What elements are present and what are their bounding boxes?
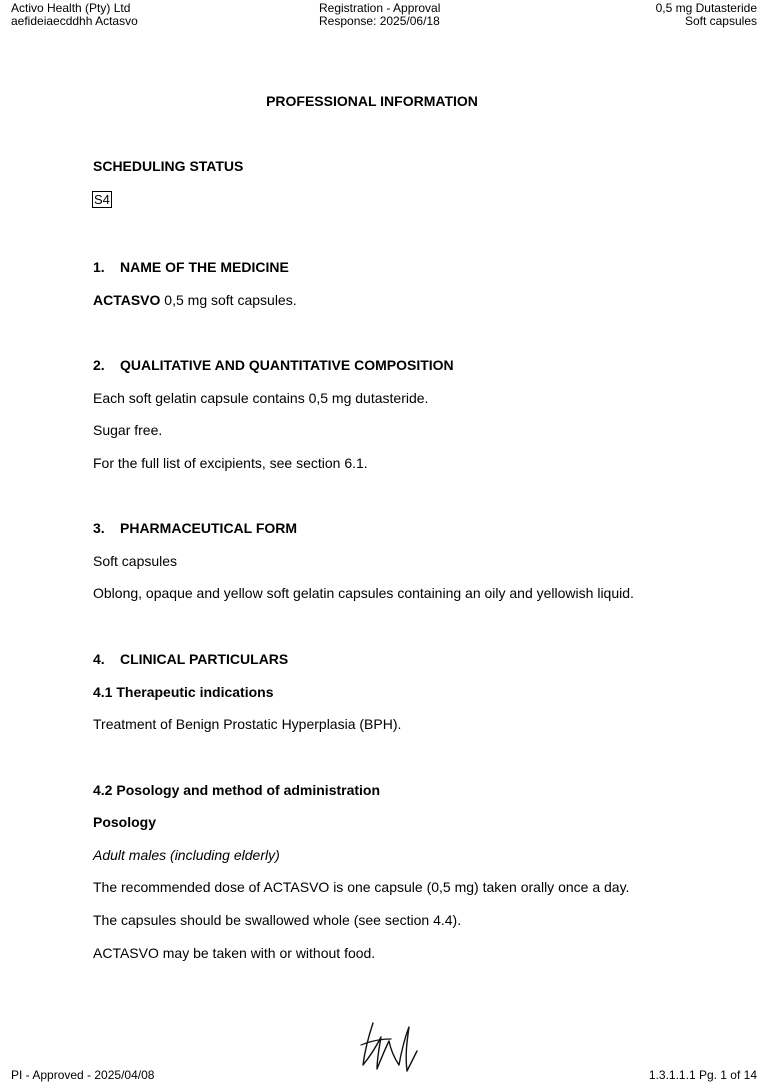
- indications-paragraph: Treatment of Benign Prostatic Hyperplasia (BPH).: [93, 716, 402, 732]
- header-right: [656, 2, 757, 28]
- document-code: aefideiaecddhh Actasvo: [11, 14, 138, 28]
- product-strength: 0,5 mg Dutasteride: [655, 1, 757, 15]
- posology-heading: Posology: [93, 814, 157, 830]
- subsection-4-1-heading: 4.1 Therapeutic indications: [93, 684, 274, 700]
- composition-paragraph: Each soft gelatin capsule contains 0,5 mg dutasteride.: [93, 390, 429, 406]
- section-4-number: 4.: [93, 651, 105, 667]
- form-paragraph: Soft capsules: [93, 553, 178, 569]
- section-4-title: CLINICAL PARTICULARS: [120, 651, 289, 667]
- registration-status: Registration - Approval: [319, 1, 441, 15]
- section-2-number: 2.: [93, 357, 105, 373]
- dose-paragraph: The recommended dose of ACTASVO is one capsule (0,5 mg) taken orally once a day.: [93, 879, 630, 895]
- footer-page-number: 1.3.1.1.1 Pg. 1 of 14: [648, 1068, 757, 1082]
- capsule-description-paragraph: Oblong, opaque and yellow soft gelatin capsules containing an oily and yellowish liquid.: [93, 585, 634, 601]
- company-name: Activo Health (Pty) Ltd: [11, 1, 131, 15]
- header-center: [319, 2, 440, 28]
- section-3-title: PHARMACEUTICAL FORM: [120, 520, 298, 536]
- section-1-heading: [93, 259, 289, 275]
- response-date: Response: 2025/06/18: [319, 14, 440, 28]
- section-1-number: 1.: [93, 259, 105, 275]
- product-form: Soft capsules: [684, 14, 757, 28]
- section-3-heading: [93, 520, 297, 536]
- footer-approval: PI - Approved - 2025/04/08: [11, 1068, 155, 1082]
- section-1-text: [93, 292, 297, 308]
- sugar-free-paragraph: Sugar free.: [93, 422, 163, 438]
- scheduling-value: S4: [94, 192, 110, 207]
- section-2-heading: [93, 357, 454, 373]
- section-2-title: QUALITATIVE AND QUANTITATIVE COMPOSITION: [120, 357, 454, 373]
- swallow-paragraph: The capsules should be swallowed whole (see section 4.4).: [93, 912, 462, 928]
- section-3-number: 3.: [93, 520, 105, 536]
- food-paragraph: ACTASVO may be taken with or without food.: [93, 945, 376, 961]
- excipients-paragraph: For the full list of excipients, see section 6.1.: [93, 455, 368, 471]
- adult-males-heading: Adult males (including elderly): [93, 847, 280, 863]
- section-4-heading: [93, 651, 288, 667]
- subsection-4-2-heading: 4.2 Posology and method of administration: [93, 782, 381, 798]
- handwritten-signature: [355, 1015, 425, 1082]
- section-1-description: 0,5 mg soft capsules.: [160, 292, 297, 308]
- document-title: PROFESSIONAL INFORMATION: [266, 93, 478, 109]
- scheduling-heading: SCHEDULING STATUS: [93, 158, 244, 174]
- brand-name: ACTASVO: [93, 292, 161, 308]
- section-1-title: NAME OF THE MEDICINE: [120, 259, 289, 275]
- header-left: [11, 2, 138, 28]
